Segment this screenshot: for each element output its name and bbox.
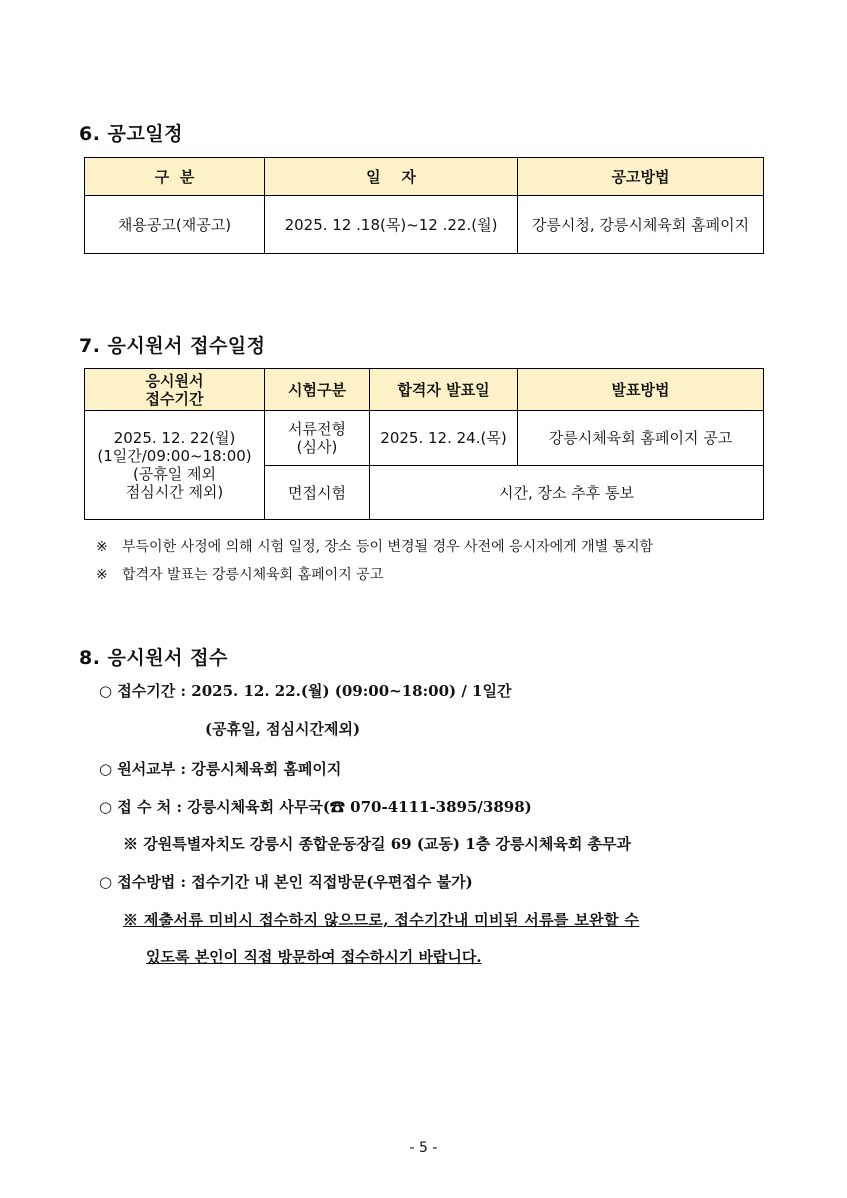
application-schedule-table (84, 368, 764, 520)
note-text: 합격자 발표는 강릉시체육회 홈페이지 공고 (122, 567, 384, 583)
cell-category: 채용공고(재공고) (85, 196, 265, 254)
header-date: 일 자 (265, 158, 518, 196)
cell-method: 강릉시청, 강릉시체육회 홈페이지 (518, 196, 764, 254)
cell-result-date: 2025. 12. 24.(목) (370, 411, 518, 466)
header-exam-type: 시험구분 (265, 369, 370, 411)
reception-method-line: ○ 접수방법 : 접수기간 내 본인 직접방문(우편접수 불가) (99, 873, 473, 891)
application-form-line: ○ 원서교부 : 강릉시체육회 홈페이지 (99, 760, 342, 778)
cell-interview-schedule: 시간, 장소 추후 통보 (370, 466, 764, 520)
reference-mark: ※ (96, 539, 108, 555)
header-category: 구 분 (85, 158, 265, 196)
cell-result-method: 강릉시체육회 홈페이지 공고 (518, 411, 764, 466)
address-line: ※ 강원특별자치도 강릉시 종합운동장길 69 (교동) 1층 강릉시체육회 총무과 (123, 835, 632, 853)
cell-exam-interview: 면접시험 (265, 466, 370, 520)
page-number: - 5 - (409, 1140, 438, 1156)
section-8-heading: 8. 응시원서 접수 (79, 647, 228, 669)
header-method: 공고방법 (518, 158, 764, 196)
section-7-heading: 7. 응시원서 접수일정 (79, 335, 266, 357)
table-header-row (85, 158, 764, 196)
cell-date: 2025. 12 .18(목)~12 .22.(월) (265, 196, 518, 254)
reception-period-line: ○ 접수기간 : 2025. 12. 22.(월) (09:00~18:00) / 1일간 (99, 682, 512, 700)
note-text: 부득이한 사정에 의해 시험 일정, 장소 등이 변경될 경우 사전에 응시자에게 개별 통지함 (122, 539, 654, 555)
note-schedule-change (96, 536, 653, 556)
submission-notice-line-1: ※ 제출서류 미비시 접수하지 않으므로, 접수기간내 미비된 서류를 보완할 수 (123, 911, 640, 929)
header-result-date: 합격자 발표일 (370, 369, 518, 411)
cell-exam-document: 서류전형 (심사) (265, 411, 370, 466)
table-row (85, 196, 764, 254)
note-result-announcement (96, 564, 383, 584)
header-result-method: 발표방법 (518, 369, 764, 411)
table-row (85, 411, 764, 466)
section-6-heading: 6. 공고일정 (79, 123, 183, 145)
announcement-schedule-table (84, 157, 764, 254)
reception-period-exclusion: (공휴일, 점심시간제외) (205, 720, 361, 738)
cell-period: 2025. 12. 22(월) (1일간/09:00~18:00) (공휴일 제외 점심시간 제외) (85, 411, 265, 520)
table-header-row (85, 369, 764, 411)
reception-place-line: ○ 접 수 처 : 강릉시체육회 사무국(☎ 070-4111-3895/3898) (99, 798, 532, 816)
reference-mark: ※ (96, 567, 108, 583)
submission-notice-line-2: 있도록 본인이 직접 방문하여 접수하시기 바랍니다. (146, 948, 482, 966)
header-period: 응시원서 접수기간 (85, 369, 265, 411)
